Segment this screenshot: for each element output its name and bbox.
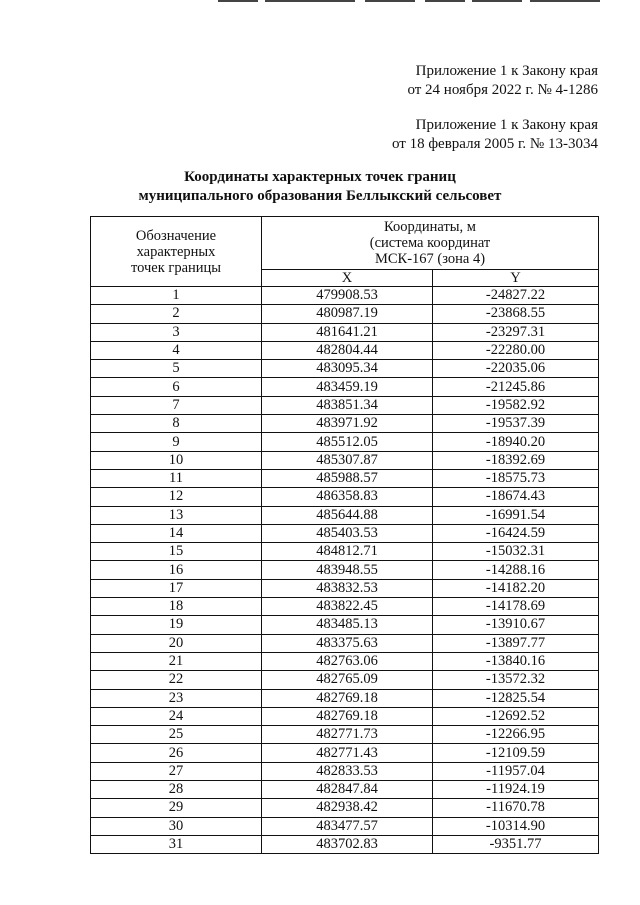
table-row [91,433,599,451]
y-coordinate-cell: -13897.77 [433,634,599,652]
x-coordinate-cell: 483851.34 [262,396,433,414]
y-coordinate-cell: -23868.55 [433,305,599,323]
table-row [91,305,599,323]
y-coordinate-cell: -22280.00 [433,341,599,359]
point-number-cell: 2 [91,305,262,323]
point-number-cell: 15 [91,543,262,561]
scan-artifact [265,0,355,2]
x-coordinate-cell: 483095.34 [262,360,433,378]
table-row [91,287,599,305]
y-coordinate-cell: -18392.69 [433,451,599,469]
table-row [91,762,599,780]
x-coordinate-cell: 485644.88 [262,506,433,524]
y-coordinate-cell: -16424.59 [433,524,599,542]
point-number-cell: 26 [91,744,262,762]
point-number-cell: 25 [91,726,262,744]
table-row [91,561,599,579]
coordinates-header: Координаты, м (система координат МСК-167 (зона 4) [262,217,599,270]
y-coordinate-cell: -21245.86 [433,378,599,396]
point-number-cell: 20 [91,634,262,652]
y-coordinate-cell: -13572.32 [433,671,599,689]
coordinates-table [90,216,599,854]
point-number-cell: 14 [91,524,262,542]
point-number-cell: 24 [91,707,262,725]
y-coordinate-cell: -18940.20 [433,433,599,451]
scan-artifact [365,0,415,2]
table-row [91,781,599,799]
point-number-cell: 7 [91,396,262,414]
x-coordinate-cell: 482769.18 [262,707,433,725]
table-row [91,524,599,542]
x-coordinate-cell: 482804.44 [262,341,433,359]
y-coordinate-cell: -13910.67 [433,616,599,634]
y-coordinate-cell: -9351.77 [433,835,599,853]
point-number-cell: 27 [91,762,262,780]
table-row [91,744,599,762]
y-coordinate-cell: -12109.59 [433,744,599,762]
x-coordinate-cell: 486358.83 [262,488,433,506]
x-axis-header: X [262,270,433,287]
point-number-cell: 23 [91,689,262,707]
document-title [0,168,640,206]
x-coordinate-cell: 483832.53 [262,579,433,597]
x-coordinate-cell: 482771.73 [262,726,433,744]
point-number-cell: 22 [91,671,262,689]
point-number-cell: 30 [91,817,262,835]
table-row [91,415,599,433]
point-number-cell: 31 [91,835,262,853]
point-number-cell: 29 [91,799,262,817]
point-number-cell: 19 [91,616,262,634]
x-coordinate-cell: 483375.63 [262,634,433,652]
y-coordinate-cell: -14288.16 [433,561,599,579]
scan-artifact [472,0,522,2]
point-number-cell: 17 [91,579,262,597]
x-coordinate-cell: 485403.53 [262,524,433,542]
x-coordinate-cell: 485512.05 [262,433,433,451]
x-coordinate-cell: 482765.09 [262,671,433,689]
x-coordinate-cell: 485988.57 [262,469,433,487]
table-row [91,726,599,744]
point-number-cell: 13 [91,506,262,524]
x-coordinate-cell: 483485.13 [262,616,433,634]
x-coordinate-cell: 482833.53 [262,762,433,780]
y-coordinate-cell: -18575.73 [433,469,599,487]
x-coordinate-cell: 483702.83 [262,835,433,853]
y-coordinate-cell: -19582.92 [433,396,599,414]
x-coordinate-cell: 484812.71 [262,543,433,561]
point-number-cell: 10 [91,451,262,469]
appendix-line: Приложение 1 к Закону края [415,117,598,133]
table-row [91,616,599,634]
table-row [91,488,599,506]
table-row [91,360,599,378]
table-row [91,451,599,469]
table-row [91,707,599,725]
point-number-cell: 18 [91,598,262,616]
point-number-cell: 1 [91,287,262,305]
x-coordinate-cell: 480987.19 [262,305,433,323]
y-coordinate-cell: -12266.95 [433,726,599,744]
scan-artifact [425,0,465,2]
scan-artifact [530,0,600,2]
point-number-cell: 21 [91,652,262,670]
point-number-cell: 9 [91,433,262,451]
table-row [91,506,599,524]
y-coordinate-cell: -23297.31 [433,323,599,341]
point-number-cell: 4 [91,341,262,359]
table-row [91,579,599,597]
appendix-line: Приложение 1 к Закону края [415,63,598,79]
y-coordinate-cell: -12825.54 [433,689,599,707]
y-coordinate-cell: -13840.16 [433,652,599,670]
table-row [91,652,599,670]
point-number-cell: 5 [91,360,262,378]
table-row [91,835,599,853]
y-coordinate-cell: -11957.04 [433,762,599,780]
x-coordinate-cell: 483971.92 [262,415,433,433]
table-row [91,469,599,487]
y-coordinate-cell: -11924.19 [433,781,599,799]
table-row [91,341,599,359]
point-number-cell: 6 [91,378,262,396]
x-coordinate-cell: 485307.87 [262,451,433,469]
x-coordinate-cell: 483822.45 [262,598,433,616]
x-coordinate-cell: 483459.19 [262,378,433,396]
point-number-cell: 8 [91,415,262,433]
y-coordinate-cell: -18674.43 [433,488,599,506]
law-reference: от 24 ноября 2022 г. № 4-1286 [407,82,598,98]
x-coordinate-cell: 482771.43 [262,744,433,762]
y-coordinate-cell: -24827.22 [433,287,599,305]
point-number-cell: 11 [91,469,262,487]
scan-artifact [218,0,258,2]
x-coordinate-cell: 482763.06 [262,652,433,670]
y-coordinate-cell: -11670.78 [433,799,599,817]
x-coordinate-cell: 482769.18 [262,689,433,707]
x-coordinate-cell: 482847.84 [262,781,433,799]
title-line-1: Координаты характерных точек границ [184,169,456,185]
table-row [91,396,599,414]
point-number-cell: 28 [91,781,262,799]
table-row [91,634,599,652]
y-coordinate-cell: -14178.69 [433,598,599,616]
table-row [91,817,599,835]
table-row [91,689,599,707]
table-row [91,323,599,341]
x-coordinate-cell: 483948.55 [262,561,433,579]
y-coordinate-cell: -22035.06 [433,360,599,378]
point-number-cell: 16 [91,561,262,579]
table-row [91,799,599,817]
table-row [91,378,599,396]
point-number-cell: 12 [91,488,262,506]
y-axis-header: Y [433,270,599,287]
title-line-2: муниципального образования Беллыкский сельсовет [138,188,502,204]
law-reference: от 18 февраля 2005 г. № 13-3034 [391,136,598,152]
y-coordinate-cell: -15032.31 [433,543,599,561]
x-coordinate-cell: 482938.42 [262,799,433,817]
table-row [91,671,599,689]
appendix-header-current [407,62,598,100]
point-label-header: Обозначение характерных точек границы [91,217,262,287]
appendix-header-original [392,116,598,154]
y-coordinate-cell: -10314.90 [433,817,599,835]
y-coordinate-cell: -12692.52 [433,707,599,725]
y-coordinate-cell: -19537.39 [433,415,599,433]
x-coordinate-cell: 479908.53 [262,287,433,305]
table-row [91,598,599,616]
table-row [91,543,599,561]
y-coordinate-cell: -14182.20 [433,579,599,597]
point-number-cell: 3 [91,323,262,341]
x-coordinate-cell: 481641.21 [262,323,433,341]
y-coordinate-cell: -16991.54 [433,506,599,524]
x-coordinate-cell: 483477.57 [262,817,433,835]
